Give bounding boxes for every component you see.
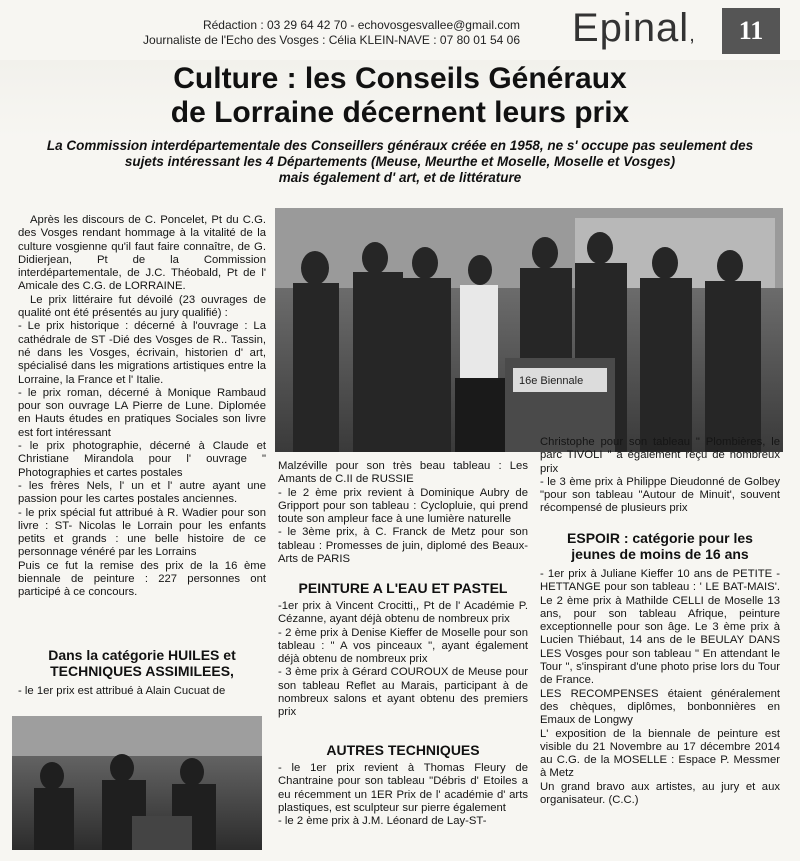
col1-p8: Puis ce fut la remise des prix de la 16 ème biennale de peinture : 227 personnes ont participé à ce concours. [18,559,266,599]
second-photo [12,716,262,850]
col2-p6: - 3 ème prix à Gérard COUROUX de Meuse pour son tableau Reflet au Marais, participant à de nombreux salons et ayant obtenu des premiers prix [278,666,528,719]
rubric-title: Epinal [572,6,690,50]
col2-p7: - le 1er prix revient à Thomas Fleury de Chantraine pour son tableau "Débris d' Etoiles a eu récemment un 1ER Prix de l' académie d' arts plastiques, est sculpteur sur pierre également [278,762,528,814]
subhead-eau-pastel-text: PEINTURE A L'EAU ET PASTEL [298,580,508,596]
column-2-mid [278,600,528,720]
col3-p6: Un grand bravo aux artistes, au jury et aux organisateur. (C.C.) [540,780,780,807]
subhead-espoir-line-2: jeunes de moins de 16 ans [571,546,749,562]
col2-p3: - le 3ème prix, à C. Franck de Metz pour son tableau : Promesses de juin, diplomé des Beaux-Arts de PARIS [278,526,528,566]
col2-p1: Malzéville pour son très beau tableau : Les Amants de C.II de RUSSIE [278,460,528,486]
subhead-huiles [18,647,266,679]
column-1 [18,214,266,600]
headline [40,62,760,130]
column-2-end [278,762,528,828]
col1-p5: - le prix photographie, décerné à Claude et Christiane Mirandola pour l' ouvrage " Photographies et cartes postales [18,440,266,479]
subhead-huiles-line-1: Dans la catégorie HUILES et [48,647,236,663]
col2-p4: -1er prix à Vincent Crocitti,, Pt de l' Académie P. Cézanne, ayant déjà obtenu de nombreux prix [278,600,528,626]
subhead-espoir [540,530,780,562]
col1-p6: - les frères Nels, l' un et l' autre ayant une passion pour les cartes postales anciennes. [18,479,266,506]
headline-line-1: Culture : les Conseils Généraux [173,62,627,95]
main-photo [275,208,783,452]
col2-p2: - le 2 ème prix revient à Dominique Aubry de Gripport pour son tableau : Cyclopluie, qui prend toute son ampleur face à une lumière naturelle [278,486,528,526]
chapo-line-3: mais également d' art, et de littérature [278,170,522,185]
chapo-line-1: La Commission interdépartementale des Conseillers généraux créée en 1958, ne s' occupe pas seulement des [46,138,754,153]
main-photo-scene [275,208,783,452]
contact-line-1: Rédaction : 03 29 64 42 70 - echovosgesvallee@gmail.com [202,18,520,32]
col2-p5: - 2 ème prix à Denise Kieffer de Moselle pour son tableau : " A vos pinceaux ", ayant également déjà obtenu de nombreux prix [278,626,528,666]
headline-line-2: de Lorraine décernent leurs prix [170,96,630,129]
chapo-line-2: sujets intéressant les 4 Départements (Meuse, Meurthe et Moselle, Moselle et Vosges) [124,154,676,169]
chapo [20,138,780,186]
banner-text: 16e Biennale [519,375,584,387]
col1-p7: - le prix spécial fut attribué à R. Wadier pour son livre : ST- Nicolas le Lorrain pour les enfants petits et grands : une belle histoire de ce personnage vénéré par les Lorrains [18,506,266,559]
subhead-espoir-line-1: ESPOIR : catégorie pour les [567,530,753,546]
column-1-end [18,685,266,698]
contact-line-2: Journaliste de l'Echo des Vosges : Célia KLEIN-NAVE : 07 80 01 54 06 [143,33,520,47]
col1-p2: Le prix littéraire fut dévoilé (23 ouvrages de qualité ont été présentés au jury qualifié) : [18,293,266,320]
col3-p4: LES RECOMPENSES étaient généralement des chèques, diplômes, bonbonnières en Emaux de Longwy [540,687,780,727]
col3-p1: Christophe pour son tableau " Plombières, le parc TIVOLI " a également reçu de nombreux prix [540,436,780,475]
subhead-autres-text: AUTRES TECHNIQUES [326,742,480,758]
column-3 [540,436,780,516]
col3-p5: L' exposition de la biennale de peinture est visible du 21 Novembre au 17 décembre 2014 au C.G. de la MOSELLE : Espace P. Messmer à Metz [540,727,780,780]
column-2 [278,460,528,566]
header-contact [120,18,520,48]
section-rubric [572,6,696,51]
col1-p4: - le prix roman, décerné à Monique Rambaud pour son ouvrage LA Pierre de Lune. Diplomée en Hauts études en pratiques Sociales son livre est fort intéressant [18,386,266,439]
col1-p3: - Le prix historique : décerné à l'ouvrage : La cathédrale de ST -Dié des Vosges de R.. Tassin, né dans les Vosges, écrivain, historien d' art, spécialisé dans les migrations artistiques entre la Lorraine, la France et l' Italie. [18,320,266,386]
col1-p1: Après les discours de C. Poncelet, Pt du C.G. des Vosges rendant hommage à la vitalité de la culture vosgienne qu'il faut faire connaître, de G. Didierjean, Pt de la Commission interdépartementale, de J.C. Théobald, Pt de l' Amicale des C.G. de LORRAINE. [18,214,266,293]
col3-p2: - le 3 ème prix à Philippe Dieudonné de Golbey "pour son tableau "Autour de Minuit', souvent récompensé de plusieurs prix [540,475,780,515]
page-number: 11 [738,16,764,45]
col1-p9: - le 1er prix est attribué à Alain Cucuat de [18,685,226,697]
col3-p3: - 1er prix à Juliane Kieffer 10 ans de PETITE - HETTANGE pour son tableau : ' LE BAT-MAIS'. Le 2 ème prix à Mathilde CELLI de Moselle 13 ans, pour son tableau Afrique, peinture exceptionnelle pour son âge. Le 3 ème prix à Lucien Thiébaut, 14 ans de le BEULAY DANS LES Vosges pour son tableau " En attendant le Tour ", s'inspirant d'une photo prise lors du Tour de France. [540,568,780,687]
subhead-eau-pastel [278,580,528,596]
col2-p8: - le 2 ème prix à J.M. Léonard de Lay-ST- [278,815,487,828]
subhead-huiles-line-2: TECHNIQUES ASSIMILEES, [50,663,234,679]
rubric-mark: , [689,24,696,46]
column-3-end [540,568,780,807]
subhead-autres [278,742,528,758]
page-number-box [722,8,780,54]
second-photo-scene [12,716,262,850]
